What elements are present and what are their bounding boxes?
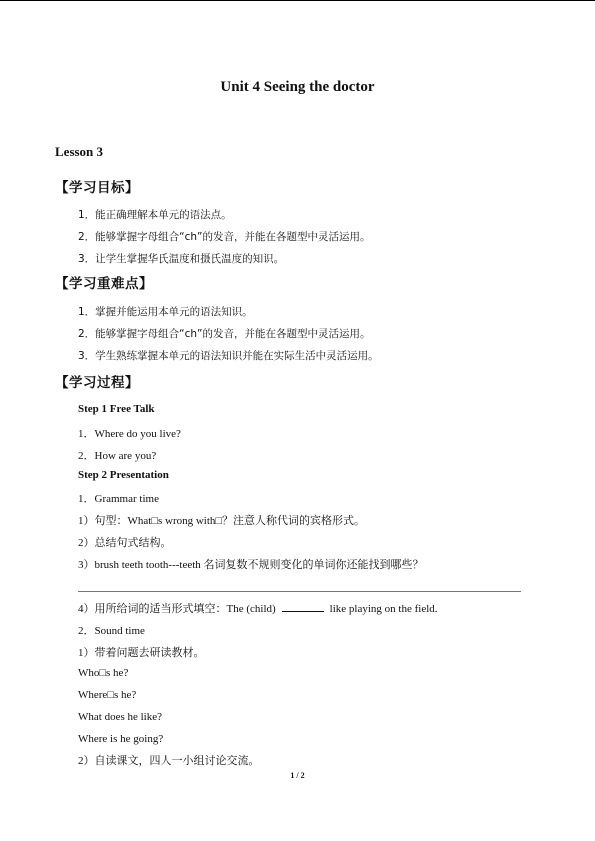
- grammar-time: 1．Grammar time: [78, 493, 159, 505]
- fill-in-prefix: 4）用所给词的适当形式填空：The (child): [78, 603, 276, 615]
- fill-in-suffix: like playing on the field.: [329, 603, 438, 615]
- question-3: What does he like?: [78, 711, 162, 723]
- objective-item-2: 2．能够掌握字母组合“ch”的发音，并能在各题型中灵活运用。: [78, 231, 371, 243]
- page-number: 1 / 2: [290, 771, 305, 780]
- question-4: Where is he going?: [78, 733, 164, 745]
- section-heading-process: 【学习过程】: [55, 375, 139, 391]
- answer-line: [78, 591, 521, 592]
- document-title: Unit 4 Seeing the doctor: [220, 79, 375, 95]
- grammar-item-1: 1）句型：What□s wrong with□？注意人称代词的宾格形式。: [78, 515, 366, 527]
- question-1: Who□s he?: [78, 667, 129, 679]
- key-point-item-2: 2．能够掌握字母组合“ch”的发音，并能在各题型中灵活运用。: [78, 328, 371, 340]
- step1-line-2: 2．How are you?: [78, 450, 157, 462]
- grammar-item-4: [78, 600, 438, 616]
- fill-in-blank[interactable]: [282, 601, 324, 612]
- objective-item-1: 1．能正确理解本单元的语法点。: [78, 209, 232, 221]
- grammar-item-2: 2）总结句式结构。: [78, 537, 172, 549]
- section-heading-key-points: 【学习重难点】: [55, 276, 153, 292]
- lesson-heading: Lesson 3: [55, 144, 104, 159]
- step2-title: Step 2 Presentation: [78, 469, 169, 481]
- top-border-rule: [0, 0, 595, 1]
- key-point-item-3: 3．学生熟练掌握本单元的语法知识并能在实际生活中灵活运用。: [78, 350, 379, 362]
- key-point-item-1: 1．掌握并能运用本单元的语法知识。: [78, 306, 253, 318]
- sound-item-1: 1）带着问题去研读教材。: [78, 647, 205, 659]
- step1-line-1: 1．Where do you live?: [78, 428, 181, 440]
- step1-title: Step 1 Free Talk: [78, 403, 155, 415]
- sound-item-2: 2）自读课文，四人一小组讨论交流。: [78, 755, 260, 767]
- sound-time: 2．Sound time: [78, 625, 145, 637]
- objective-item-3: 3．让学生掌握华氏温度和摄氏温度的知识。: [78, 253, 285, 265]
- grammar-item-3: 3）brush teeth tooth---teeth 名词复数不规则变化的单词你还能找到哪些？: [78, 559, 424, 571]
- section-heading-objectives: 【学习目标】: [55, 180, 139, 196]
- question-2: Where□s he?: [78, 689, 137, 701]
